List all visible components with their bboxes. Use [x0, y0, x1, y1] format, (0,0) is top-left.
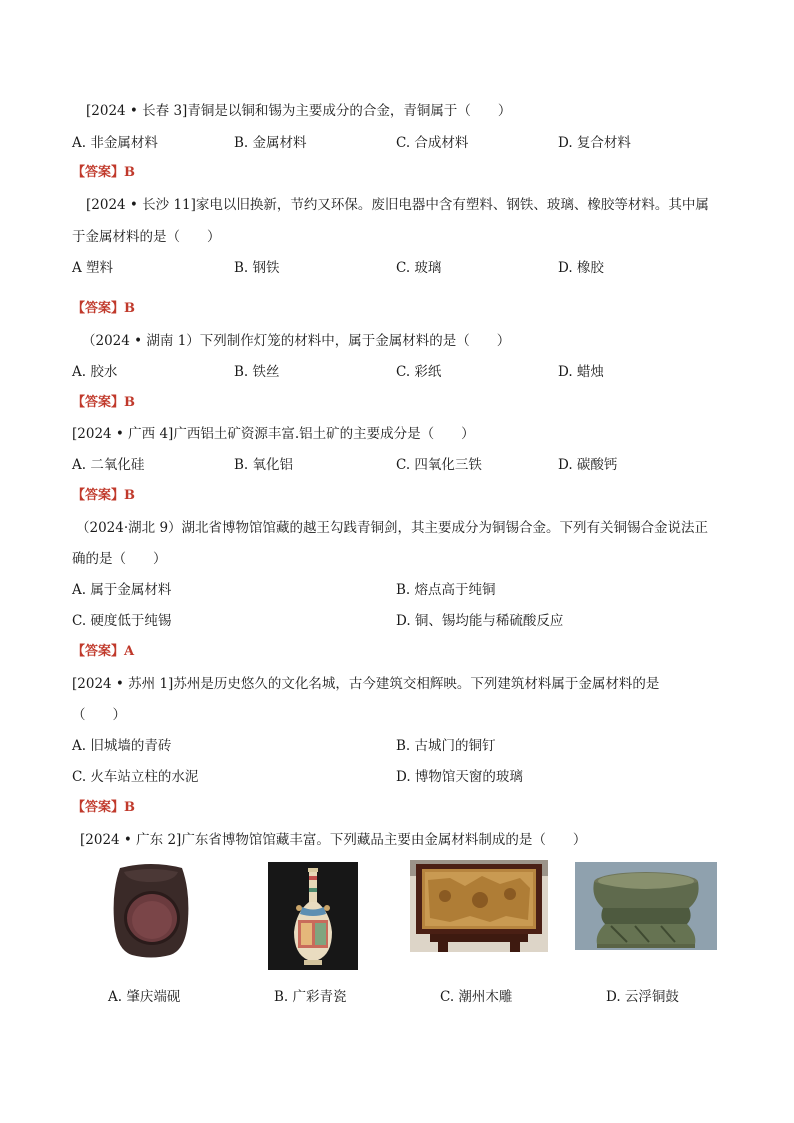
question-3-option-a: A. 胶水: [72, 364, 118, 380]
question-4-option-d: D. 碳酸钙: [558, 457, 618, 473]
question-1-option-b: B. 金属材料: [234, 135, 307, 151]
question-2-option-d: D. 橡胶: [558, 260, 604, 276]
answer-label: 【答案】: [72, 165, 125, 180]
question-6-stem-line-2: （ ）: [72, 707, 126, 723]
question-2-option-a: A 塑料: [72, 260, 114, 276]
answer-value: B: [124, 165, 136, 180]
answer-label: 【答案】: [72, 644, 125, 659]
question-2-answer: [72, 300, 135, 318]
question-1-option-a: A. 非金属材料: [72, 135, 158, 151]
question-6-option-d: D. 博物馆天窗的玻璃: [396, 769, 523, 785]
question-6-option-a: A. 旧城墙的青砖: [72, 738, 172, 754]
question-4-option-b: B. 氧化铝: [234, 457, 294, 473]
answer-label: 【答案】: [72, 488, 125, 503]
question-5-stem-line-2: 确的是（ ）: [72, 551, 167, 567]
question-5-stem-line-1: （2024·湖北 9）湖北省博物馆馆藏的越王勾践青铜剑，其主要成分为铜锡合金。下列有关铜锡合金说法正: [76, 520, 709, 536]
question-2-option-b: B. 钢铁: [234, 260, 280, 276]
answer-value: A: [124, 644, 135, 659]
question-5-option-b: B. 熔点高于纯铜: [396, 582, 496, 598]
question-5-option-a: A. 属于金属材料: [72, 582, 172, 598]
question-5-option-d: D. 铜、锡均能与稀硫酸反应: [396, 613, 564, 629]
caption-c: C. 潮州木雕: [440, 989, 513, 1005]
answer-value: B: [124, 395, 136, 410]
question-6-stem-line-1: [2024 • 苏州 1]苏州是历史悠久的文化名城，古今建筑交相辉映。下列建筑材料属于金属材料的是: [72, 676, 660, 692]
question-1-option-c: C. 合成材料: [396, 135, 469, 151]
question-6-answer: [72, 799, 135, 817]
question-1-answer: [72, 164, 135, 182]
caption-a: A. 肇庆端砚: [108, 989, 181, 1005]
caption-b: B. 广彩青瓷: [274, 989, 347, 1005]
question-3-option-c: C. 彩纸: [396, 364, 442, 380]
bronze-drum-image: [575, 862, 717, 950]
answer-label: 【答案】: [72, 395, 125, 410]
question-4-option-a: A. 二氧化硅: [72, 457, 145, 473]
question-2-stem-line-2: 于金属材料的是（ ）: [72, 229, 221, 245]
answer-label: 【答案】: [72, 301, 125, 316]
question-3-stem: （2024 • 湖南 1）下列制作灯笼的材料中，属于金属材料的是（ ）: [82, 333, 511, 349]
vase-image: [268, 862, 358, 970]
question-4-option-c: C. 四氧化三铁: [396, 457, 482, 473]
question-4-answer: [72, 487, 135, 505]
answer-value: B: [124, 301, 136, 316]
question-3-option-d: D. 蜡烛: [558, 364, 604, 380]
question-7-stem: [2024 • 广东 2]广东省博物馆馆藏丰富。下列藏品主要由金属材料制成的是（ ）: [80, 832, 587, 848]
answer-label: 【答案】: [72, 800, 125, 815]
question-1-option-d: D. 复合材料: [558, 135, 631, 151]
question-3-option-b: B. 铁丝: [234, 364, 280, 380]
question-4-stem: [2024 • 广西 4]广西铝土矿资源丰富.铝土矿的主要成分是（ ）: [72, 426, 475, 442]
question-1-stem: [2024 • 长春 3]青铜是以铜和锡为主要成分的合金，青铜属于（ ）: [86, 103, 512, 119]
question-5-option-c: C. 硬度低于纯锡: [72, 613, 172, 629]
question-6-option-c: C. 火车站立柱的水泥: [72, 769, 199, 785]
inkstone-image: [110, 860, 192, 960]
question-5-answer: [72, 643, 134, 661]
answer-value: B: [124, 800, 136, 815]
wood-carving-image: [410, 860, 548, 952]
answer-value: B: [124, 488, 136, 503]
question-6-option-b: B. 古城门的铜钉: [396, 738, 496, 754]
question-3-answer: [72, 394, 135, 412]
question-2-option-c: C. 玻璃: [396, 260, 442, 276]
question-2-stem-line-1: [2024 • 长沙 11]家电以旧换新，节约又环保。废旧电器中含有塑料、钢铁、玻璃、橡胶等材料。其中属: [86, 197, 709, 213]
caption-d: D. 云浮铜鼓: [606, 989, 679, 1005]
